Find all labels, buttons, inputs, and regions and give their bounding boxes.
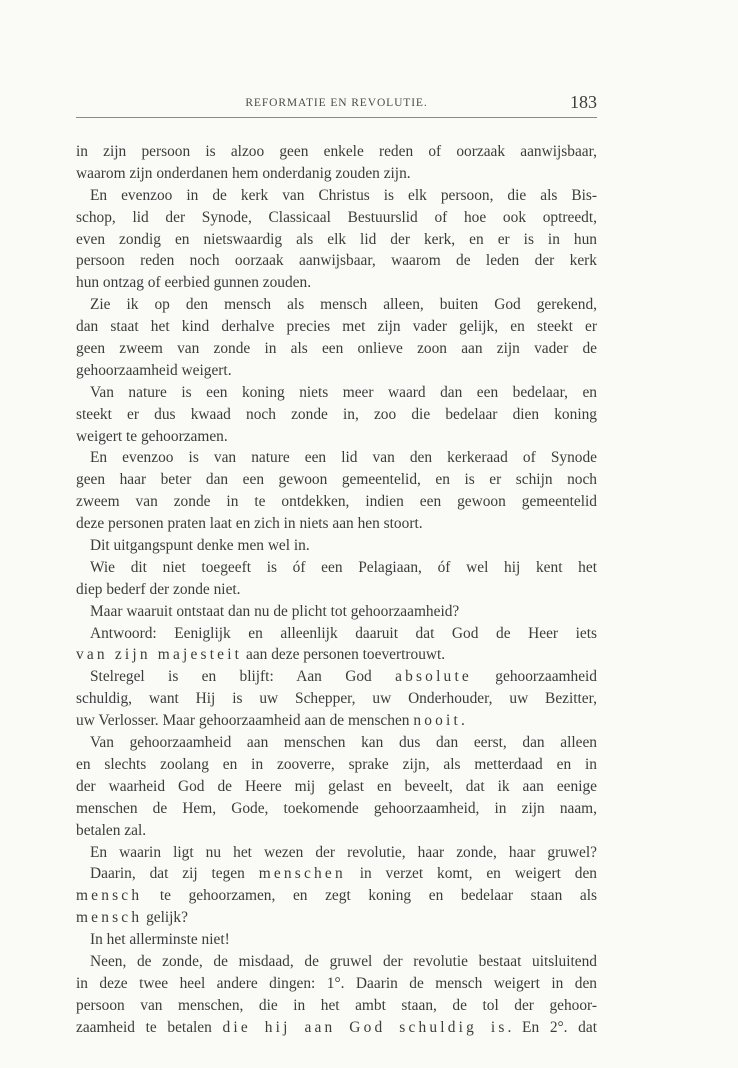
text-line: hun ontzag of eerbied gunnen zouden. [76,274,312,292]
text-line [76,644,597,666]
text-line: gehoorzaamheid weigert. [76,361,232,379]
text-line: geen haar beter dan een gewoon gemeentelid, en is er schijn noch [76,471,597,489]
spaced-emphasis: menschen [258,865,346,883]
page-header [76,92,597,118]
header-rule [76,117,597,118]
text-run: Stelregel is en blijft: Aan God [90,668,396,686]
body-text [76,141,597,1039]
text-run: gelijk? [142,909,188,927]
text-line: betalen zal. [76,821,147,839]
running-title: REFORMATIE EN REVOLUTIE. [245,97,428,109]
text-line: zweem van zonde in te ontdekken, indien een gewoon gemeentelid [76,493,597,511]
text-line: in deze twee heel andere dingen: 1°. Daarin de mensch weigert in den [76,974,597,992]
text-line: Van nature is een koning niets meer waard dan een bedelaar, en [90,383,597,401]
text-line: schop, lid der Synode, Classicaal Bestuurslid of hoe ook optreedt, [76,208,597,226]
text-run: in verzet komt, en weigert den [345,865,597,883]
text-line [76,907,597,929]
text-line: in zijn persoon is alzoo geen enkele reden of oorzaak aanwijsbaar, [76,143,597,160]
text-line: persoon van menschen, die in het ambt staan, de tol der gehoor- [76,996,597,1014]
text-line: waarom zijn onderdanen hem onderdanig zouden zijn. [76,164,411,182]
text-run: uw Verlosser. Maar gehoorzaamheid aan de menschen [76,712,414,730]
text-line: Maar waaruit ontstaat dan nu de plicht tot gehoorzaamheid? [90,602,460,620]
text-line: dan staat het kind derhalve precies met zijn vader gelijk, en steekt er [76,318,597,336]
text-line: even zondig en nietswaardig als elk lid der kerk, en er is in hun [76,230,597,248]
text-line [76,885,597,907]
text-line: schuldig, want Hij is uw Schepper, uw Onderhouder, uw Bezitter, [76,690,597,708]
text-line [76,666,597,688]
text-line [76,863,597,885]
text-line: der waarheid God de Heere mij gelast en beveelt, dat ik aan eenige [76,777,597,795]
spaced-emphasis: absolute [395,668,472,686]
text-line: Zie ik op den mensch als mensch alleen, buiten God gerekend, [90,296,597,314]
spaced-emphasis: nooit [413,712,461,730]
text-line [76,1017,597,1039]
text-line: geen zweem van zonde in als een onlieve zoon aan zijn vader de [76,340,597,358]
spaced-emphasis: van zijn majesteit [76,646,243,664]
text-line: En evenzoo is van nature een lid van den kerkeraad of Synode [90,449,597,467]
text-run: . [460,712,465,730]
text-line: deze personen praten laat en zich in niets aan hen stoort. [76,515,423,533]
text-line: En waarin ligt nu het wezen der revolutie, haar zonde, haar gruwel? [90,843,597,861]
text-run: aan deze personen toevertrouwt. [242,646,446,664]
text-line: en slechts zoolang en in zooverre, sprake zijn, als metterdaad en in [76,755,597,773]
text-line: persoon reden noch oorzaak aanwijsbaar, waarom de leden der kerk [76,252,597,270]
page-number: 183 [570,92,597,112]
text-run: Daarin, dat zij tegen [90,865,259,883]
text-line [76,710,597,732]
text-line: Dit uitgangspunt denke men wel in. [90,537,310,555]
text-run: . En 2°. dat [507,1018,597,1036]
text-line: Antwoord: Eeniglijk en alleenlijk daaruit dat God de Heer iets [90,624,597,642]
text-line: In het allerminste niet! [90,931,230,949]
spaced-emphasis: mensch [76,909,143,927]
text-run: zaamheid te betalen [76,1018,223,1036]
text-run: gehoorzaamheid [471,668,597,686]
spaced-emphasis: die hij aan God schuldig is [222,1018,508,1036]
text-run: te gehoorzamen, en zegt koning en bedelaar staan als [142,887,597,905]
text-line: En evenzoo in de kerk van Christus is elk persoon, die als Bis- [90,186,597,204]
text-line: menschen de Hem, Gode, toekomende gehoorzaamheid, in zijn naam, [76,799,597,817]
text-line: steekt er dus kwaad noch zonde in, zoo die bedelaar dien koning [76,405,597,423]
text-line: Wie dit niet toegeeft is óf een Pelagiaan, óf wel hij kent het [90,558,597,576]
text-line: Neen, de zonde, de misdaad, de gruwel der revolutie bestaat uitsluitend [90,952,597,970]
text-line: diep bederf der zonde niet. [76,580,241,598]
spaced-emphasis: mensch [76,887,143,905]
text-line: Van gehoorzaamheid aan menschen kan dus dan eerst, dan alleen [90,734,597,752]
text-line: weigert te gehoorzamen. [76,427,228,445]
